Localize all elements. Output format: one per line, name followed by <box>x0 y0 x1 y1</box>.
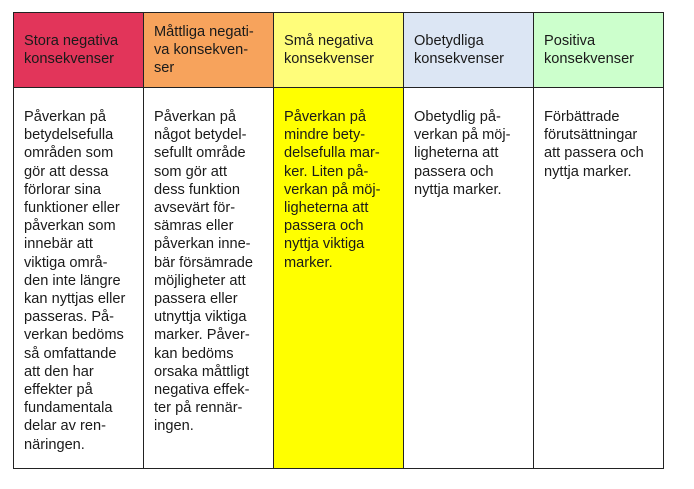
body-text-line: passeras. På- <box>24 309 115 326</box>
header-text-obetydliga <box>404 32 533 68</box>
header-cell-stora-negativa <box>14 13 144 88</box>
header-text-line: konsekvenser <box>24 51 115 67</box>
body-text-line: fundamentala <box>24 400 113 417</box>
body-text-line: funktioner eller <box>24 200 120 217</box>
body-text-line: Påverkan på <box>154 109 236 125</box>
header-text-line: Små negativa <box>284 33 374 49</box>
header-cell-mattliga-negativa <box>144 13 274 88</box>
body-cell-mattliga-negativa <box>144 88 274 469</box>
body-text-line: delsefulla mar- <box>284 145 380 162</box>
body-text-line: påverkan inne- <box>154 236 251 253</box>
body-text-line: betydelsefulla <box>24 127 114 144</box>
body-text-line: Obetydlig på- <box>414 109 501 125</box>
body-text-line: delar av ren- <box>24 418 106 435</box>
body-cell-positiva <box>534 88 664 469</box>
body-text-line: möjligheter att <box>154 272 246 289</box>
header-cell-sma-negativa <box>274 13 404 88</box>
body-text-line: ker. Liten på- <box>284 163 369 180</box>
header-text-sma-negativa <box>274 32 403 68</box>
header-text-stora-negativa <box>14 32 143 68</box>
body-text-line: marker. <box>284 254 333 271</box>
header-text-line: Obetydliga <box>414 33 484 49</box>
body-text-line: så omfattande <box>24 345 117 362</box>
body-text-line: orsaka måttligt <box>154 363 249 380</box>
body-text-line: bär försämrade <box>154 254 253 271</box>
body-text-line: verkan på möj- <box>414 127 511 144</box>
body-text-line: som gör att <box>154 163 227 180</box>
body-text-line: innebär att <box>24 236 93 253</box>
body-text-line: ligheterna att <box>414 145 499 162</box>
body-text-line: viktiga områ- <box>24 254 108 271</box>
body-text-obetydliga <box>404 88 533 199</box>
body-text-line: utnyttja viktiga <box>154 309 247 326</box>
header-text-positiva <box>534 32 663 68</box>
body-text-line: ter på rennär- <box>154 400 243 417</box>
consequence-scale-table-wrap <box>13 12 660 469</box>
body-text-line: områden som <box>24 145 114 162</box>
body-cell-sma-negativa <box>274 88 404 469</box>
body-text-line: avsevärt för- <box>154 200 236 217</box>
header-cell-obetydliga <box>404 13 534 88</box>
header-text-line: konsekvenser <box>414 51 505 67</box>
header-row <box>14 13 664 88</box>
body-text-line: ingen. <box>154 418 194 435</box>
body-text-line: kan bedöms <box>154 345 234 362</box>
body-text-line: Påverkan på <box>284 109 366 125</box>
body-text-line: passera och <box>284 218 364 235</box>
header-text-line: konsekvenser <box>544 51 635 67</box>
header-text-line: ser <box>154 60 175 76</box>
body-text-stora-negativa <box>14 88 143 454</box>
body-text-line: mindre bety- <box>284 127 366 144</box>
body-text-line: något betydel- <box>154 127 247 144</box>
body-text-line: passera eller <box>154 291 238 308</box>
body-text-line: marker. Påver- <box>154 327 250 344</box>
header-text-line: Måttliga negati- <box>154 24 254 40</box>
body-text-line: Påverkan på <box>24 109 106 125</box>
body-text-line: verkan bedöms <box>24 327 124 344</box>
body-text-line: negativa effek- <box>154 382 250 399</box>
header-cell-positiva <box>534 13 664 88</box>
body-text-line: dess funktion <box>154 181 240 198</box>
body-cell-stora-negativa <box>14 88 144 469</box>
body-text-line: sämras eller <box>154 218 234 235</box>
body-text-line: förlorar sina <box>24 181 102 198</box>
body-text-line: nyttja marker. <box>414 181 502 198</box>
body-text-line: Förbättrade <box>544 109 620 125</box>
header-text-line: Positiva <box>544 33 596 49</box>
body-text-line: att passera och <box>544 145 644 162</box>
body-text-line: ligheterna att <box>284 200 369 217</box>
body-text-line: gör att dessa <box>24 163 109 180</box>
header-text-line: konsekvenser <box>284 51 375 67</box>
body-text-line: verkan på möj- <box>284 181 381 198</box>
description-row <box>14 88 664 469</box>
body-text-line: sefullt område <box>154 145 246 162</box>
body-text-line: kan nyttjas eller <box>24 291 126 308</box>
body-text-line: passera och <box>414 163 494 180</box>
body-text-line: påverkan som <box>24 218 116 235</box>
body-text-line: den inte längre <box>24 272 121 289</box>
body-text-line: nyttja viktiga <box>284 236 365 253</box>
header-text-mattliga-negativa <box>144 23 273 77</box>
header-text-line: Stora negativa <box>24 33 119 49</box>
body-text-line: nyttja marker. <box>544 163 632 180</box>
body-text-line: näringen. <box>24 436 85 453</box>
body-text-sma-negativa <box>274 88 403 272</box>
body-cell-obetydliga <box>404 88 534 469</box>
header-text-line: va konsekven- <box>154 42 249 58</box>
body-text-line: förutsättningar <box>544 127 638 144</box>
body-text-line: effekter på <box>24 382 93 399</box>
body-text-line: att den har <box>24 363 94 380</box>
body-text-positiva <box>534 88 663 181</box>
consequence-scale-table <box>13 12 664 469</box>
body-text-mattliga-negativa <box>144 88 273 436</box>
